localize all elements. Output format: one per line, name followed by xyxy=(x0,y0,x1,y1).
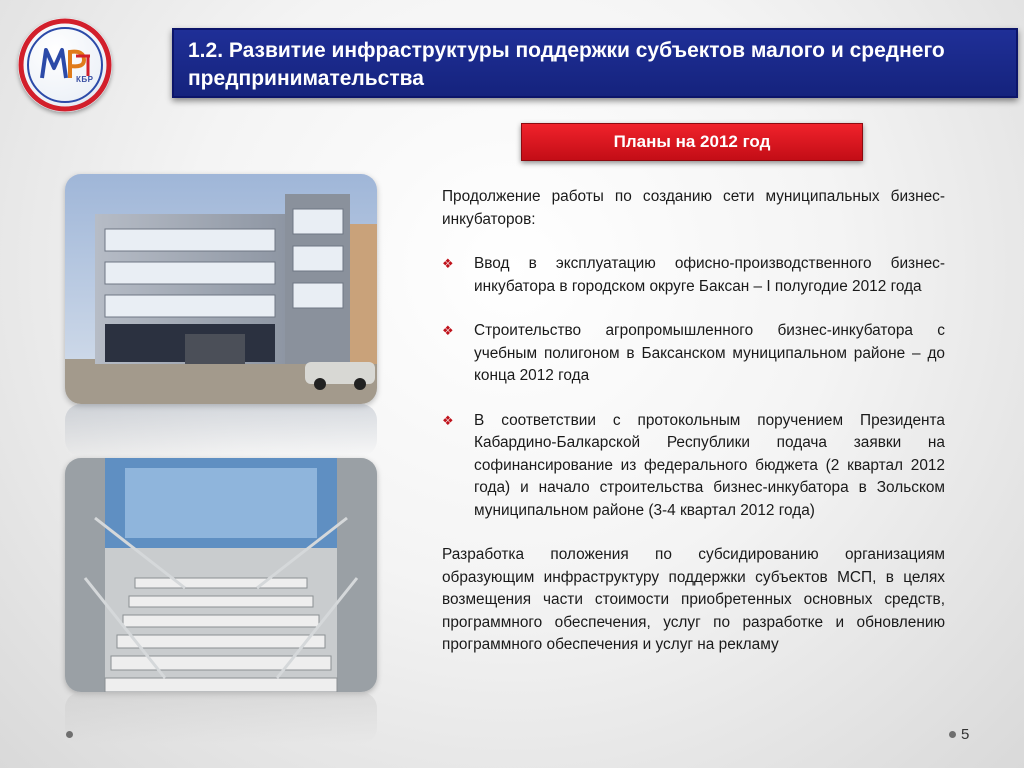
bullet-text: Ввод в эксплуатацию офисно-производственного бизнес-инкубатора в городском округе Баксан – I полугодие 2012 года xyxy=(474,255,945,295)
building-photo-reflection xyxy=(65,404,377,456)
list-item xyxy=(442,410,945,523)
building-photo xyxy=(65,174,377,404)
bullet-text: В соответствии с протокольным поручением Президента Кабардино-Балкарской Республики подача заявки на софинансирование из федерального бюджета (2 квартал 2012 года) и начало строительства бизнес-инкубатора в Зольском муниципальном районе (3-4 квартал 2012 года) xyxy=(474,411,945,519)
logo-caption: КБР xyxy=(76,75,94,84)
list-item xyxy=(442,253,945,298)
closing-text: Разработка положения по субсидированию организациям образующим инфраструктуру поддержки субъектов МСП, в целях возмещения части стоимости приобретенных основных средств, программного обеспечения, услуг по разработке и обновлению программного обеспечения и услуг на рекламу xyxy=(442,546,945,653)
diamond-bullet-icon: ❖ xyxy=(442,412,454,428)
decorative-dot xyxy=(66,731,73,738)
stairs-photo-reflection xyxy=(65,692,377,744)
logo-emblem-icon xyxy=(18,18,112,112)
page-number: 5 xyxy=(961,726,970,743)
intro-text: Продолжение работы по созданию сети муниципальных бизнес-инкубаторов: xyxy=(442,188,945,228)
plans-content xyxy=(442,186,945,657)
page-title: 1.2. Развитие инфраструктуры поддержки субъектов малого и среднего предпринимательства xyxy=(172,28,1018,98)
logo xyxy=(18,18,112,112)
plans-badge: Планы на 2012 год xyxy=(521,123,863,161)
bullet-text: Строительство агропромышленного бизнес-инкубатора с учебным полигоном в Баксанском муниципальном районе – до конца 2012 года xyxy=(474,322,945,384)
incubator-stairs-photo xyxy=(65,458,377,692)
diamond-bullet-icon: ❖ xyxy=(442,323,454,338)
list-item xyxy=(442,320,945,388)
diamond-bullet-icon: ❖ xyxy=(442,256,454,271)
decorative-dot xyxy=(949,731,956,738)
